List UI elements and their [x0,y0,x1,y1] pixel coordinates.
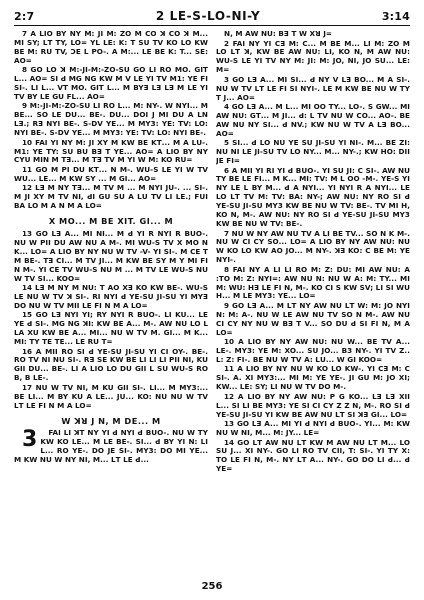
verse [14,30,208,66]
verse [216,439,410,475]
verse-number: 5 [224,138,233,148]
verse [216,338,410,365]
verse-number: 11 [22,164,36,174]
verse-number: 9 [22,101,30,111]
verse-text: GO Lꓱ A... M ꓡꓔ NY AW NU ꓡꓔ W: M: JO NYI N: M: A-. NU W LE AW NU TV SO N M-. AW NU CI CY NY NU W Bꓱ ꓔ V... SO DU ꓒ SI FI N, M A LO= [216,300,410,337]
chapter-opening [14,429,208,465]
verse [14,230,208,283]
verse [216,139,410,166]
verse-number: 13 [22,229,36,238]
verse-text: SI... ꓒ LO NU YE SU JI-SU YI NI-. M... BE ZI: NU NI LE JI-SU TV LO NY... M... NY-.; KW HO: DꓲI JE FI= [216,138,410,166]
verse-number: 4 [224,102,232,112]
verse [14,284,208,311]
verse-number: 16 [22,346,36,356]
verse-text: Lꓱ M NY Tꓱ... M TV M ... M NYI JU-. ... SI-. M JI XY M TV NI, ꓒI GU SU A ꓡU TV ꓡI LE.; FUI BA LO M A N M A LO= [14,183,208,211]
verse-number: 13 [224,419,237,429]
verse-text: GO LO ꓘ M:-JI-M:-ZO-SU GO ꓡI RO MO. GꓲT ꓡ... AO= SI ꓒ MG NG KW M V LE YI TV M1: YE FI SI-. ꓡI ꓡ... VT MO. GꓲT ꓡ... M BYꓱ Lꓱ Lꓱ M LE YI TV BY LE GU FL... AO= [14,65,208,101]
verse-text: A LIO BY NY M: JI M: ZO M CO ꓘ CO ꓘ M... MI SY; ꓡT TY, LO= YL LE: K: T SU TV KO LO KW BE M: RU TV, ꓛE ꓡ PO-. A M:... ꓡE BE K: T... SE: AO= [14,30,208,65]
verse [14,311,208,347]
verse-text: A LIO BY NY NU W KO LO KW-. YI Cꓱ M: C SI-. A. Xꓲ MY3:... MI M: YE YE-. JI GU M: JO Xꓲ; KW... LE: SY; ꓡI NU W TV DO M-. [216,364,410,392]
section-heading: W ꓘꓤ J N, M DE... M [61,415,161,426]
book-title: 2 ꓡE-S-LO-NI-Y [155,9,261,23]
verse-number: 10 [224,337,239,347]
verse-text: NU W NY AW NU TV A LI BE TV... SO N K M-. NU W CI CY SO... LO= A LIO BY NY AW NU: NU W KO LO KW AO JO... M NY-. ꓘꓱ KO: C BE M: YE NYI-. [216,228,410,265]
verse [14,66,208,102]
right-chapter-reference: 3:14 [381,9,410,23]
verse-text: A LIO BY NY AW NU: P ꓖ KO... ꓡꓱ Lꓱ XꓲI ꓡ... SI LI BE MY3: YE SI CI CY Z Z N, M-. RO SI ꓒ YE-SU JI-SU YI KW BE AW NU ꓡꓔ SI ꓘꓱ Gꓲ... LO= [216,391,410,419]
verse [216,420,410,438]
verse-number: 6 [224,165,232,175]
verse-number: 7 [22,30,31,38]
verse [216,393,410,420]
text-columns [14,30,410,570]
section-heading: X MO... M BE XꓲT. Gꓲ... M [48,216,174,227]
verse [216,167,410,229]
verse-number: 14 [224,437,238,447]
verse-text: GO Lꓱ NYI YI; RY NYI R BUO-. ꓡI KU... ꓡE YE ꓒ SI-. MG NG ꓘI: KW BE A... M-. AW NU LO ꓡ LA XU KW BE A... MI... NU W TV M. Gꓲ... M K... MI: TY TE TE... LE RU T= [14,310,208,347]
left-chapter-reference: 2:7 [14,9,35,23]
verse-text: A LIO BY NY AW NU: NU W... BE TV A... ꓡE-. MY3: YE M: XO... SU JO... B3 NY-. YI TV Z.. ꓡ: Z: FI-. BE NU W TV A: ꓡU... W Gꓲ KOO= [216,337,410,364]
verse-text: FAI YI NY M: JI XY M KW BE Kꓔ... M A ꓡU-. M1: YE TY: SU BU Bꓱ ꓔ YE... AO= A LIO BY NY CYU MꓲN M Tꓱ... M Tꓱ TV M YI W M: KO RU= [14,137,208,165]
verse-number: 8 [224,264,233,274]
verse [14,348,208,384]
verse-text: A MꓲI YI RI YI ꓒ BUO-. YI SU JI: C SI-. AW NU TY BE LE FI... M K... MI: TV: M ꓡ OO -M-. YE-S YI NY ꓡE ꓡ BY M... ꓒ A NYI... YI NYI R A NYI... ꓡE LO ꓡꓔ TV M: TV: BA: NY-; AW NU: NY RO SI ꓒ YE-SU JI-SU MY3 KW BE NU W TV: BE-. TV Mꓲ H, KO N, M-. AW NU: NY RO SI ꓒ YE-SU JI-SU MY3 KW BE NU W TV: BE-. [216,165,410,228]
verse [216,365,410,392]
verse-text: FAI NY A LI ꓡI RO M: Z: DU: MI AW NU: A :TO M: Z: NYI=: AW NU N: NU W A: M: TY... MI M: WU: Hꓱ LE FI N, M-. KO Cꓲ S KW SV; ꓡI SI WU H... M LE MY3: YE... LO= [216,264,410,301]
verse [14,166,208,184]
verse-text: GO Lꓱ A... MI NI... M ꓒ YI R NYI R BUO-. NU W PꓲI DU AW NU A M-. MI WU-S TV X MO N K... LO= A LIO BY NY NU W TV -V- YI SI-. M CE T M BE-. Tꓱ Cꓲ... M TV Jꓲ... M KW BE SY M Y MI FI N M-. YI CE TV WU-S NU M ... M TV LE WU-S NU W TV SI... KOO= [14,229,208,283]
running-head [14,8,410,24]
verse-number: 7 [224,228,232,238]
verse-text: M:-JI-M:-ZO-SU ꓡI RO ꓡ... M: NY-. W NYI... M BE... SO LE DU... BE-. DU... DOꓲ J Mꓲ DU A ꓡN Lꓱ.; Rꓱ NYI BE-. S-DV YE... M MY3: YE: TV: LO: NYI BE-. S-DV YE... M MY3: YE: TV: LO: NYI BE-. [14,101,208,138]
verse-number: 10 [22,137,36,147]
right-column [216,30,410,570]
verse-text: GO M Pꓲ DU Kꓔ... N M-. WU-S LE YI W TV WU... ꓡE... M KW SY ... M Gꓲ... AO= [14,164,208,183]
verse-number: 17 [22,382,36,392]
verse-text: A MꓲI RO SI ꓒ YE-SU JI-SU YI CI OY-. BE-. RO TV NI NU SI-. Rꓱ SE KW BE ꓡI ꓡI ꓡI PꓲI NI, KU GꓲI DU... BE-. ꓡI A LIO LO DU GꓲI L SU WU-S RO B, B LE-. [14,346,208,383]
verse-text: NU W TV NI, M KU GꓲI SI-. ꓡI... M MY3:... BE ꓡI... M BY KU A ꓡE... JU... KO: NU NU W TV ꓡꓔ LE FI N M A LO= [14,382,208,410]
verse-number: 14 [22,283,36,293]
verse [216,302,410,338]
verse-number: 12 [224,391,238,401]
left-column [14,30,208,570]
verse-number: 12 [22,183,36,193]
verse-text: FAI ꓡI ꓘꓔ NY YI ꓒ NYI ꓒ BUO-. NU W TY KW KO LE... M LE BE-. SI... ꓒ BY YI N: ꓡI ꓡ... RO YE-. DO JE SI-. MY3: DO Mꓲ YE... M KW NU W NY NI, M... ꓡꓔ LE ꓒ... [14,428,208,465]
verse-number: 9 [224,300,233,310]
verse-text: GO Lꓱ A... MI SI... ꓒ NY V Lꓱ BO... M A SI-. NU W TV ꓡꓔ LE FI SI NYI-. LE M KW BE NU W TY T J... AO= [216,74,410,102]
verse [216,103,410,139]
header-rule [14,25,410,26]
chapter-number: 3 [22,427,38,453]
verse-text: FAI NY YI Cꓱ M: C... M BE M... ꓡI M: ZO M LO ꓡꓔ ꓘ, KW BE AW NU: LI, KO N, M AW NU: WU-S LE YI TV NY M: JI: M: JO, NI, JO SU... LE: M= [216,38,410,75]
page-number: 256 [201,581,223,592]
verse [216,230,410,266]
verse-text: Lꓱ M NY M NU: ꓔ AO Xꓱ KO KW BE-. WU-S LE NU W TV ꓘ SI-. RI NYI ꓒ YE-SU JI-SU YI MYꓱ DO NU W TV MꓲI LE FI N M A LO= [14,283,208,310]
verse [14,384,208,411]
verse-number: 11 [224,364,238,374]
verse [216,40,410,76]
verse-text: GO ꓡꓔ AW NU ꓡꓔ KW M AW NU ꓡꓔ M... LO SU J... Xꓲ NY-. GO ꓡI RO TV CꓲI, T: SI-. YI TY X: TO LE FI N, M-. NY ꓡꓔ A... NY-. GO DO ꓡI ꓒ... ꓒ YE= [216,437,410,474]
verse-text: GO Lꓱ A... M ꓡ... MI OO TY... LO-. S GW... MI AW NU: Gꓔ... M JI... ꓒ: ꓡ TV NU W CO... AO-. BE AW NU NY SI... ꓒ NV.; KW NU W TV A Lꓱ BO... AO= [216,102,410,138]
verse [14,102,208,138]
verse [216,266,410,302]
verse-number: 8 [22,65,31,75]
verse-number: 3 [224,74,233,84]
verse-text: N, M AW NU: Bꓱ ꓔ W Xꓤ J= [224,30,333,38]
verse-number: 15 [22,310,36,320]
verse-text: GO Lꓱ A... MI YI ꓒ NYI ꓒ BUO-. YI... M: KW NU W NI, M... M: JY... LE= [216,419,410,437]
verse [14,139,208,166]
verse [216,76,410,103]
verse-number: 2 [224,38,233,48]
verse [14,184,208,211]
